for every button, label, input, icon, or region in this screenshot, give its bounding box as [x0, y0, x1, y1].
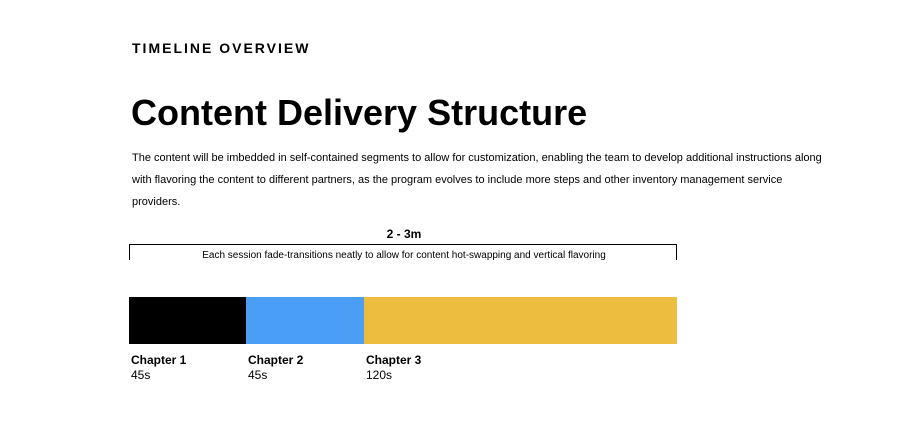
timeline-segment-chapter-3 — [364, 297, 677, 344]
total-duration-label: 2 - 3m — [386, 227, 422, 241]
timeline-segment-chapter-2 — [246, 297, 364, 344]
chapter-name: Chapter 2 — [248, 353, 304, 367]
timeline-bar — [129, 297, 677, 344]
section-eyebrow: TIMELINE OVERVIEW — [132, 40, 311, 56]
chapter-duration: 45s — [131, 368, 151, 382]
chapter-label-1 — [131, 353, 186, 383]
timeline-segment-chapter-1 — [129, 297, 246, 344]
chapter-label-2 — [248, 353, 303, 383]
chapter-duration: 45s — [248, 368, 268, 382]
chapter-name: Chapter 3 — [366, 353, 422, 367]
chapter-name: Chapter 1 — [131, 353, 187, 367]
chapter-duration: 120s — [366, 368, 393, 382]
page-title: Content Delivery Structure — [131, 92, 588, 133]
description-text: The content will be imbedded in self-contained segments to allow for customization, enabling the team to develop additional instructions along with flavoring the content to different partners, as the program evolves to include more steps and other inventory management service providers. — [132, 152, 822, 208]
bracket-caption: Each session fade-transitions neatly to allow for content hot-swapping and vertical flavoring — [202, 250, 606, 261]
chapter-label-3 — [366, 353, 421, 383]
